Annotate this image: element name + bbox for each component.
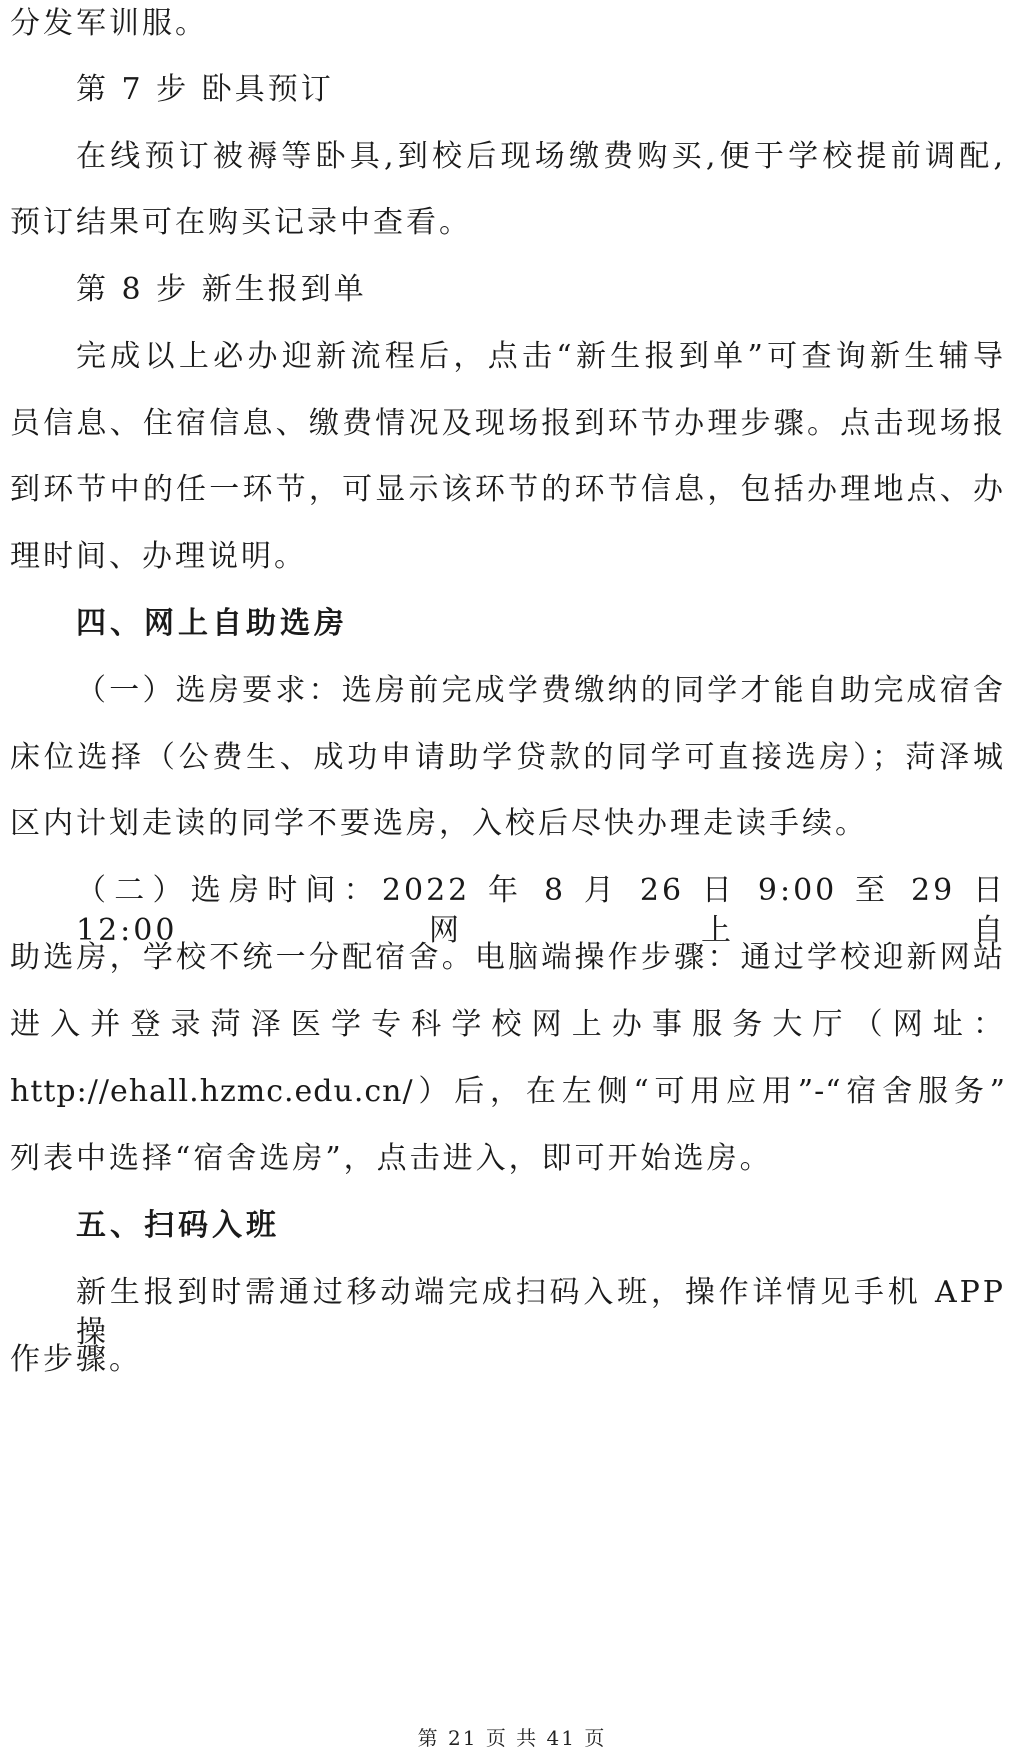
paragraph-line: 预订结果可在购买记录中查看。 bbox=[10, 205, 472, 240]
step-7-title: 第 7 步 卧具预订 bbox=[76, 72, 334, 107]
paragraph-line: 到环节中的任一环节，可显示该环节的环节信息，包括办理地点、办 bbox=[10, 472, 1006, 507]
paragraph-line: 完成以上必办迎新流程后，点击“新生报到单”可查询新生辅导 bbox=[76, 339, 1006, 374]
paragraph-line: 区内计划走读的同学不要选房，入校后尽快办理走读手续。 bbox=[10, 806, 868, 841]
paragraph-line: 进入并登录菏泽医学专科学校网上办事服务大厅（网址： bbox=[10, 1007, 1006, 1042]
paragraph-line: （一）选房要求：选房前完成学费缴纳的同学才能自助完成宿舍 bbox=[76, 673, 1006, 708]
paragraph-line: 在线预订被褥等卧具,到校后现场缴费购买,便于学校提前调配, bbox=[76, 139, 1006, 174]
paragraph-line: 作步骤。 bbox=[10, 1342, 142, 1377]
paragraph-line-url: http://ehall.hzmc.edu.cn/）后，在左侧“可用应用”-“宿舍服务” bbox=[10, 1074, 1006, 1109]
paragraph-line: 新生报到时需通过移动端完成扫码入班，操作详情见手机 APP 操 bbox=[76, 1275, 1006, 1350]
paragraph-line: 理时间、办理说明。 bbox=[10, 539, 307, 574]
paragraph-line: 列表中选择“宿舍选房”，点击进入，即可开始选房。 bbox=[10, 1141, 773, 1176]
paragraph-line: 员信息、住宿信息、缴费情况及现场报到环节办理步骤。点击现场报 bbox=[10, 406, 1006, 441]
paragraph-line: 分发军训服。 bbox=[10, 6, 208, 41]
page-number-footer: 第 21 页 共 41 页 bbox=[417, 1726, 607, 1750]
paragraph-line: 床位选择（公费生、成功申请助学贷款的同学可直接选房）；菏泽城 bbox=[10, 740, 1006, 775]
paragraph-line: （二）选房时间：2022 年 8 月 26 日 9:00 至 29 日 12:00 网上自 bbox=[76, 873, 1006, 948]
section-heading-5: 五、扫码入班 bbox=[76, 1208, 280, 1243]
section-heading-4: 四、网上自助选房 bbox=[76, 606, 348, 641]
paragraph-line: 助选房，学校不统一分配宿舍。电脑端操作步骤：通过学校迎新网站 bbox=[10, 940, 1006, 975]
step-8-title: 第 8 步 新生报到单 bbox=[76, 272, 367, 307]
